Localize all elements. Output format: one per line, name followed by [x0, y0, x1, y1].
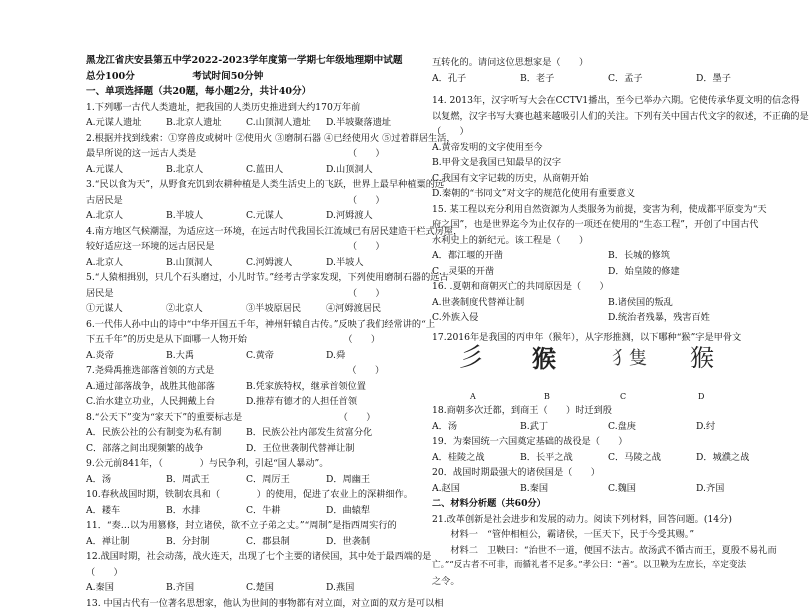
- question-3: 3.“民以食为天”，从野食充饥到农耕种植是人类生活史上的飞跃，世界上最早种植粟的远: [86, 179, 445, 190]
- option: A.北京人: [86, 256, 124, 268]
- question-18-options: [432, 419, 784, 435]
- exam-meta: 总分100分 考试时间50分钟: [86, 70, 264, 82]
- option: B.北京人遗址: [166, 117, 222, 128]
- option: D.山顶洞人: [326, 163, 373, 175]
- option: C．马陵之战: [608, 451, 661, 463]
- option: A．都江堰的开凿: [432, 250, 503, 261]
- material-1: 材料一 “管仲相桓公，霸诸侯，一匡天下，民于今受其赐。”: [432, 529, 695, 540]
- option: B.山顶洞人: [166, 256, 213, 268]
- question-21: 21.改革创新是社会进步和发展的动力。阅读下列材料，回答问题。(14分): [432, 513, 732, 525]
- option: B.大禹: [166, 349, 195, 361]
- question-9: 9.公元前841年，（ ）与民争利，引起“国人暴动”。: [86, 458, 329, 469]
- question-3-options: [86, 208, 406, 224]
- question-19: 19．为秦国统一六国奠定基础的战役是（ ）: [432, 436, 628, 447]
- question-9-options: [86, 472, 406, 488]
- glyph-d: 猴: [690, 344, 714, 372]
- option: C.楚国: [246, 582, 274, 593]
- question-5-options: [86, 301, 406, 317]
- right-column: [432, 55, 809, 615]
- option: D．周幽王: [326, 473, 371, 485]
- option: D.齐国: [696, 482, 725, 494]
- option: ③半坡原居民: [246, 303, 302, 314]
- question-10: 10.春秋战国时期，铁制农具和（ ）的使用，促进了农业上的深耕细作。: [86, 489, 413, 500]
- option: A．汤: [432, 420, 458, 432]
- question-8-options: [86, 425, 406, 441]
- glyph-label: D: [698, 392, 705, 401]
- option: A.元谋人遗址: [86, 117, 142, 128]
- question-4-options: [86, 255, 406, 271]
- question-16: 16. .夏朝和商朝灭亡的共同原因是（ ）: [432, 281, 609, 292]
- glyph-a: 彡: [455, 343, 487, 373]
- question-20-options: [432, 481, 784, 497]
- monkey-glyphs: [432, 343, 784, 389]
- option: A．孔子: [432, 72, 467, 84]
- option: C．牛耕: [246, 504, 281, 516]
- option: D.河姆渡人: [326, 210, 373, 221]
- option: B．长平之战: [520, 451, 573, 463]
- question-2: 2.根据并找到线索：①穿兽皮或树叶 ②使用火 ③磨制石器 ④已经使用火 ⑤过着群居生活，: [86, 132, 456, 144]
- option: C.治水建立功业，人民拥戴上台: [86, 396, 216, 407]
- question-19-options: [432, 450, 784, 466]
- option: C.黄帝: [246, 349, 274, 361]
- question-14: 14. 2013年，汉字听写大会在CCTV1播出，至今已举办六期。它使传承华夏文明的信念得: [432, 95, 800, 106]
- option: D．曲辕犁: [326, 504, 371, 516]
- option: D.燕国: [326, 582, 355, 593]
- option: B.武丁: [520, 420, 549, 432]
- option: D．王位世袭制代替禅让制: [246, 442, 355, 454]
- option: ①元谋人: [86, 303, 123, 314]
- question-4-cont: 较好适应这一环境的远古居民是 （ ）: [86, 241, 385, 252]
- material-2-end: 之令。: [432, 575, 460, 587]
- question-13-cont: 互转化的。请问这位思想家是（ ）: [432, 57, 589, 68]
- question-1-options: [86, 115, 406, 131]
- option: B．民族公社内部发生贫富分化: [246, 427, 373, 438]
- question-6-options: [86, 348, 406, 364]
- option: C．孟子: [608, 72, 643, 84]
- question-14-cont: （ ）: [432, 126, 469, 137]
- question-8-options: [86, 441, 406, 457]
- option: A．桂陵之战: [432, 451, 485, 463]
- question-20: 20．战国时期最强大的诸侯国是（ ）: [432, 467, 600, 478]
- option: C.外族入侵: [432, 312, 479, 323]
- question-10-options: [86, 503, 406, 519]
- question-11-options: [86, 534, 406, 550]
- option: D.纣: [696, 420, 716, 432]
- option: A.北京人: [86, 210, 124, 221]
- option: A.赵国: [432, 482, 460, 494]
- option: C．周厉王: [246, 473, 290, 485]
- option: C.魏国: [608, 482, 636, 494]
- option: B.甲骨文是我国已知最早的汉字: [432, 157, 562, 168]
- question-13: 13. 中国古代有一位著名思想家，他认为世间的事物都有对立面，对立面的双方是可以相: [86, 597, 444, 609]
- option: D.半坡聚落遗址: [326, 117, 392, 128]
- question-17: 17.2016年是我国的丙申年（猴年），从字形推测，以下哪种“猴”字是甲骨文: [432, 331, 742, 343]
- question-16-options: [432, 310, 784, 326]
- option: D.推荐有德才的人担任首领: [246, 396, 358, 407]
- question-12-options: [86, 580, 406, 596]
- option: B.秦国: [520, 482, 549, 494]
- question-12-cont: （ ）: [86, 566, 123, 578]
- question-2-cont: 最早所说的这一远古人类是 （ ）: [86, 148, 385, 159]
- question-2-options: [86, 162, 406, 178]
- option: A.通过部落战争，战胜其他部落: [86, 380, 215, 392]
- option: D．世袭制: [326, 535, 371, 547]
- section-heading-choice: 一、单项选择题（共20题，每小题2分，共计40分）: [86, 86, 312, 97]
- glyph-c: 犭隻: [612, 348, 646, 369]
- option: B．老子: [520, 72, 555, 84]
- option: D.半坡人: [326, 256, 364, 268]
- material-2: 材料二 卫鞅曰：“治世不一道，便国不法古。故汤武不循古而王，夏殷不易礼而: [432, 544, 777, 556]
- material-2-cont: 亡。”“反古者不可非，而循礼者不足多。”孝公曰：“善”。以卫鞅为左庶长，卒定变法: [432, 560, 747, 570]
- option: A．禅让制: [86, 535, 130, 547]
- glyph-label: C: [620, 392, 627, 401]
- option: ②北京人: [166, 303, 203, 314]
- question-1: 1.下列哪一古代人类遗址，把我国的人类历史推进到大约170万年前: [86, 101, 361, 113]
- option: C.山顶洞人遗址: [246, 117, 311, 128]
- option: D．墨子: [696, 72, 731, 84]
- question-15-options: [432, 264, 784, 280]
- glyph-labels: [432, 389, 784, 401]
- question-5-cont: 居民是 （ ）: [86, 287, 385, 299]
- option: A.元谋人: [86, 163, 124, 175]
- question-5: 5.“人猿相揖别，只几个石头磨过，小儿时节。”经考古学家发现，下列使用磨制石器的远古: [86, 272, 449, 283]
- section-heading-material: 二、材料分析题（共60分）: [432, 498, 546, 509]
- question-16-options: [432, 295, 784, 311]
- option: C．部落之间出现频繁的战争: [86, 442, 204, 454]
- option: A.炎帝: [86, 349, 114, 361]
- option: A.黄帝发明的文字使用至今: [432, 141, 543, 153]
- question-7-options: [86, 379, 406, 395]
- question-8: 8.“公天下”变为“家天下”的重要标志是 （ ）: [86, 411, 376, 423]
- option: C．郡县制: [246, 535, 290, 547]
- glyph-label: A: [470, 392, 476, 401]
- glyph-label: B: [544, 392, 550, 401]
- option: A．民族公社的公有制变为私有制: [86, 427, 222, 438]
- option: B．周武王: [166, 473, 210, 485]
- option: D．城濮之战: [696, 451, 750, 463]
- option: D.秦朝的“书同文”对文字的规范化使用有重要意义: [432, 188, 636, 199]
- question-11: 11．“奏…以为用篡修，封立诸侯，欲不立子弟之丈。”“周制”是指西周实行的: [86, 520, 397, 531]
- option: D.统治者残暴，残害百姓: [608, 312, 710, 323]
- question-6: 6.一代伟人孙中山的诗中“中华开国五千年，神州轩辕自古传。”反映了我们经常讲的“上: [86, 318, 436, 330]
- question-15-options: [432, 248, 784, 264]
- option: B.北京人: [166, 163, 204, 175]
- option: A.秦国: [86, 582, 114, 593]
- option: C.蓝田人: [246, 163, 284, 175]
- option: D.舜: [326, 349, 346, 361]
- option: A.世袭制度代替禅让制: [432, 296, 525, 308]
- option: B.凭家族特权，继承首领位置: [246, 380, 366, 392]
- option: B．分封制: [166, 535, 210, 547]
- question-18: 18.商朝多次迁都，到商王（ ）时迁到殷: [432, 405, 612, 416]
- option: C.河姆渡人: [246, 256, 293, 268]
- option: C.元谋人: [246, 210, 284, 221]
- question-14-cont: 以复燃，汉字书写大赛也越来越吸引人们的关注。下列有关中国古代文字的叙述，不正确的是: [432, 110, 809, 122]
- glyph-b: 猴: [532, 344, 556, 373]
- question-12: 12.战国时期，社会动荡，战火连天，出现了七个主要的诸侯国，其中处于最西端的是: [86, 551, 432, 562]
- option: B.齐国: [166, 582, 195, 593]
- question-7-options: [86, 394, 406, 410]
- option: D．始皇陵的修建: [608, 265, 680, 277]
- question-7: 7.尧舜禹推选部落首领的方式是 （ ）: [86, 365, 385, 376]
- option: B．长城的修筑: [608, 250, 670, 261]
- option: A．汤: [86, 473, 112, 485]
- option: B．水排: [166, 504, 201, 516]
- question-6-cont: 下五千年”的历史是从下面哪一人物开始 （ ）: [86, 334, 381, 345]
- question-13-options: [432, 71, 784, 87]
- option: C.我国有文字记载的历史，从商朝开始: [432, 172, 589, 184]
- option: B.半坡人: [166, 210, 204, 221]
- exam-title: 黑龙江省庆安县第五中学2022-2023学年度第一学期七年级地理期中试题: [86, 55, 403, 66]
- option: B.诸侯国的叛乱: [608, 296, 673, 308]
- option: ④河姆渡居民: [326, 303, 382, 314]
- option: C.盘庚: [608, 420, 636, 432]
- question-15-cont: 府之国”，也是世界迄今为止仅存的一项还在使用的“生态工程”，开创了中国古代: [432, 219, 759, 230]
- option: A．耧车: [86, 504, 121, 516]
- question-15-cont: 水利史上的新纪元。该工程是（ ）: [432, 234, 589, 246]
- question-4: 4.南方地区气候潮湿，为适应这一环境，在远古时代我国长江流域已有居民建造干栏式房屋，: [86, 225, 463, 237]
- question-15: 15. 某工程以充分利用自然资源为人类服务为前提，变害为利，使成都平原变为“天: [432, 203, 767, 215]
- option: C．灵渠的开凿: [432, 265, 495, 277]
- question-3-cont: 古居民是 （ ）: [86, 194, 385, 206]
